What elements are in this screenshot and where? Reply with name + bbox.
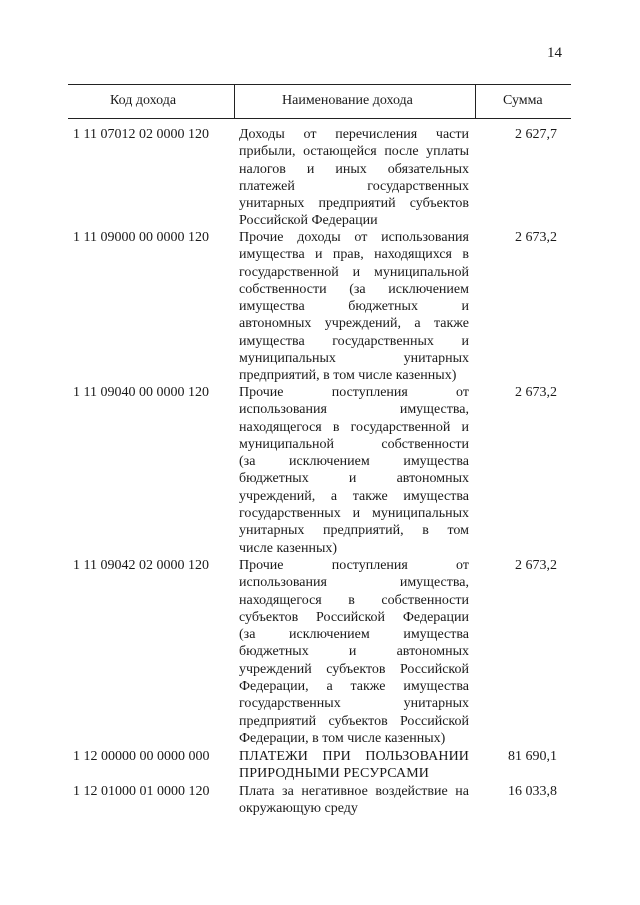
income-name-line: учреждений, а также имущества bbox=[239, 488, 469, 504]
income-name-line: имущества и прав, находящихся в bbox=[239, 247, 469, 263]
income-name-line: предприятий, в том числе казенных) bbox=[239, 368, 457, 384]
header-code: Код дохода bbox=[110, 93, 177, 108]
income-name-line: бюджетных и автономных bbox=[239, 471, 469, 487]
income-name-line: Доходы от перечисления части bbox=[239, 127, 469, 142]
income-name-line: находящегося в собственности bbox=[239, 592, 469, 608]
income-name-line: Федерации, в том числе казенных) bbox=[239, 730, 446, 746]
income-name-line: автономных учреждений, а также bbox=[239, 316, 469, 332]
income-name-line: использования имущества, bbox=[239, 575, 469, 591]
income-name-line: предприятий субъектов Российской bbox=[239, 713, 469, 729]
income-code: 1 11 07012 02 0000 120 bbox=[73, 127, 209, 142]
income-name-line: субъектов Российской Федерации bbox=[239, 609, 469, 625]
income-name-line: имущества бюджетных и bbox=[239, 299, 469, 315]
header-column-divider bbox=[234, 85, 235, 118]
income-code: 1 12 01000 01 0000 120 bbox=[73, 784, 210, 799]
income-name-line: Прочие доходы от использования bbox=[239, 230, 469, 245]
income-name bbox=[239, 557, 469, 747]
income-name-line: прибыли, остающейся после уплаты bbox=[239, 144, 469, 160]
income-amount: 2 673,2 bbox=[515, 385, 557, 400]
income-name-line: государственной и муниципальной bbox=[239, 264, 469, 280]
income-amount: 2 673,2 bbox=[515, 558, 557, 573]
income-name-line: Плата за негативное воздействие на bbox=[239, 784, 469, 799]
income-name-line: муниципальной собственности bbox=[239, 436, 469, 452]
income-amount: 81 690,1 bbox=[508, 749, 557, 764]
income-name-line: государственных и муниципальных bbox=[239, 506, 469, 522]
income-name-line: платежей государственных bbox=[239, 178, 469, 194]
income-name-line: Прочие поступления от bbox=[239, 558, 469, 573]
income-name-line: унитарных предприятий субъектов bbox=[239, 196, 469, 212]
income-name-line: налогов и иных обязательных bbox=[239, 161, 469, 177]
income-name bbox=[239, 229, 469, 385]
income-name bbox=[239, 126, 469, 230]
income-amount: 2 673,2 bbox=[515, 230, 557, 245]
income-name-line: ПРИРОДНЫМИ РЕСУРСАМИ bbox=[239, 766, 429, 782]
header-sum: Сумма bbox=[503, 93, 543, 108]
income-name-line: учреждений субъектов Российской bbox=[239, 661, 469, 677]
income-name-line: Федерации, а также имущества bbox=[239, 679, 469, 695]
income-name bbox=[239, 783, 469, 818]
income-name-line: окружающую среду bbox=[239, 801, 358, 817]
page-number: 14 bbox=[547, 45, 562, 61]
income-name-line: собственности (за исключением bbox=[239, 281, 469, 297]
income-name-line: Прочие поступления от bbox=[239, 385, 469, 400]
income-name-line: унитарных предприятий, в том bbox=[239, 523, 469, 539]
income-name-line: имущества государственных и bbox=[239, 333, 469, 349]
income-code: 1 11 09040 00 0000 120 bbox=[73, 385, 209, 400]
income-name-line: числе казенных) bbox=[239, 540, 338, 556]
income-code: 1 11 09000 00 0000 120 bbox=[73, 230, 209, 245]
header-column-divider bbox=[475, 85, 476, 118]
header-name: Наименование дохода bbox=[282, 93, 413, 108]
income-amount: 2 627,7 bbox=[515, 127, 557, 142]
income-name-line: (за исключением имущества bbox=[239, 454, 469, 470]
income-code: 1 11 09042 02 0000 120 bbox=[73, 558, 209, 573]
income-name-line: Российской Федерации bbox=[239, 213, 378, 229]
income-name bbox=[239, 384, 469, 557]
table-header-bottom-border bbox=[68, 118, 571, 119]
income-name-line: государственных унитарных bbox=[239, 696, 469, 712]
income-code: 1 12 00000 00 0000 000 bbox=[73, 749, 210, 764]
income-name-line: бюджетных и автономных bbox=[239, 644, 469, 660]
income-name-line: находящегося в государственной и bbox=[239, 419, 469, 435]
income-name-line: ПЛАТЕЖИ ПРИ ПОЛЬЗОВАНИИ bbox=[239, 749, 469, 764]
income-name-line: (за исключением имущества bbox=[239, 627, 469, 643]
income-amount: 16 033,8 bbox=[508, 784, 557, 799]
income-name-line: муниципальных унитарных bbox=[239, 351, 469, 367]
table-header-top-border bbox=[68, 84, 571, 85]
income-name-line: использования имущества, bbox=[239, 402, 469, 418]
income-name bbox=[239, 748, 469, 783]
